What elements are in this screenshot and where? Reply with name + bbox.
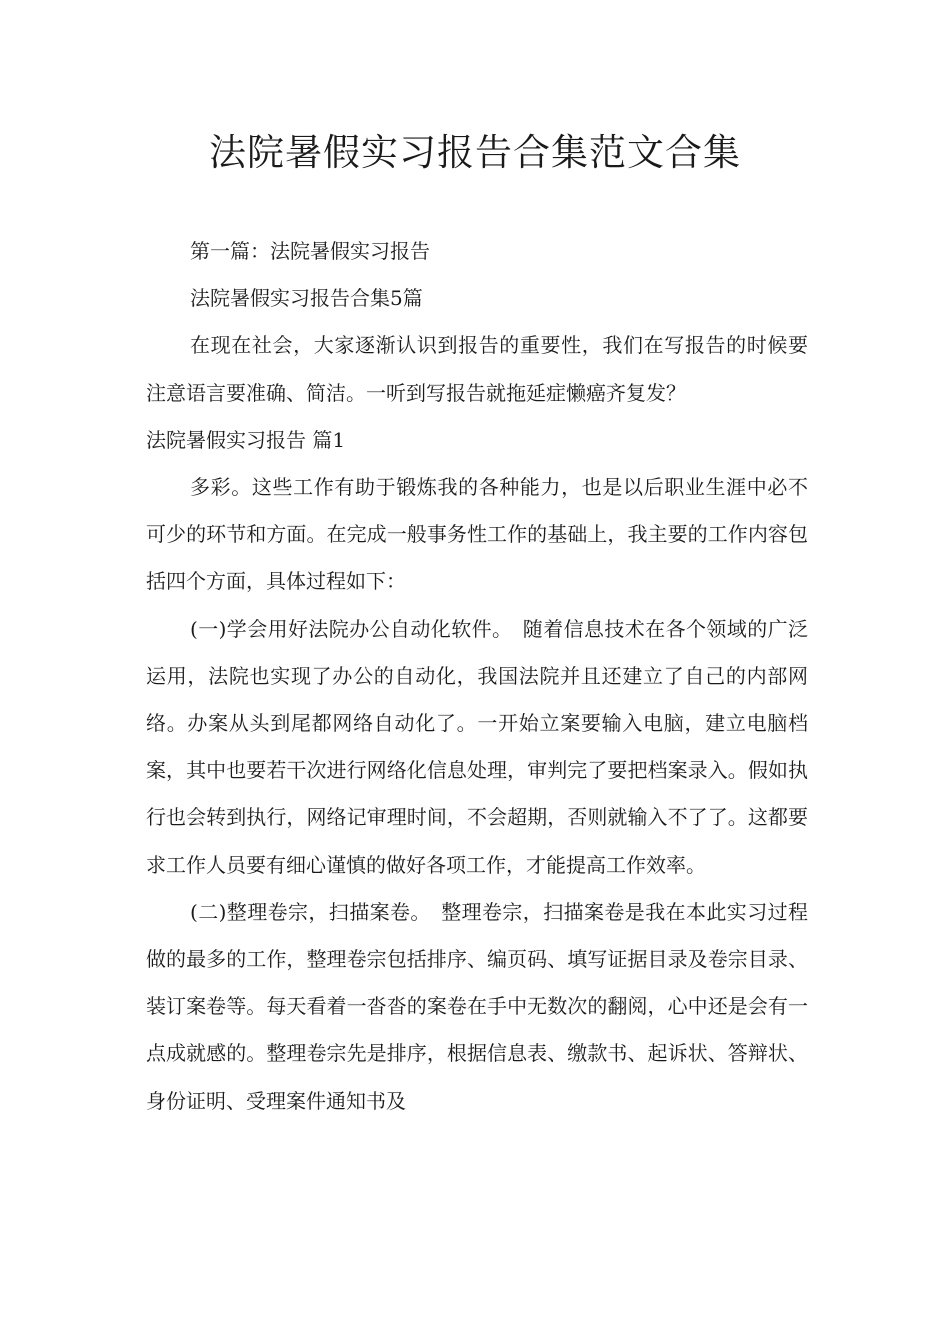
paragraph-report-heading: 法院暑假实习报告 篇1 xyxy=(146,427,346,452)
paragraph-item-one: (一)学会用好法院办公自动化软件。 随着信息技术在各个领域的广泛运用，法院也实现了办公的自动化，我国法院并且还建立了自己的内部网络。办案从头到尾都网络自动化了。一开始立案要输入电脑，建立电脑档案，其中也要若干次进行网络化信息处理，审判完了要把档案录入。假如执行也会转到执行，网络记审理时间，不会超期，否则就输入不了了。这都要求工作人员要有细心谨慎的做好各项工作，才能提高工作效率。 xyxy=(146,616,808,877)
paragraph-work-overview: 多彩。这些工作有助于锻炼我的各种能力，也是以后职业生涯中必不可少的环节和方面。在完成一般事务性工作的基础上，我主要的工作内容包括四个方面，具体过程如下： xyxy=(146,475,808,594)
paragraph-subtitle: 法院暑假实习报告合集5篇 xyxy=(190,286,423,311)
document-title: 法院暑假实习报告合集范文合集 xyxy=(209,131,741,174)
paragraph-item-two: (二)整理卷宗，扫描案卷。 整理卷宗，扫描案卷是我在本此实习过程做的最多的工作，整理卷宗包括排序、编页码、填写证据目录及卷宗目录、装订案卷等。每天看着一沓沓的案卷在手中无数次的翻阅，心中还是会有一点成就感的。整理卷宗先是排序，根据信息表、缴款书、起诉状、答辩状、身份证明、受理案件通知书及 xyxy=(146,899,808,1113)
paragraph-intro: 在现在社会，大家逐渐认识到报告的重要性，我们在写报告的时候要注意语言要准确、简洁。一听到写报告就拖延症懒癌齐复发？ xyxy=(146,333,808,405)
paragraph-section-heading: 第一篇：法院暑假实习报告 xyxy=(190,239,430,263)
document-body xyxy=(146,228,808,1125)
